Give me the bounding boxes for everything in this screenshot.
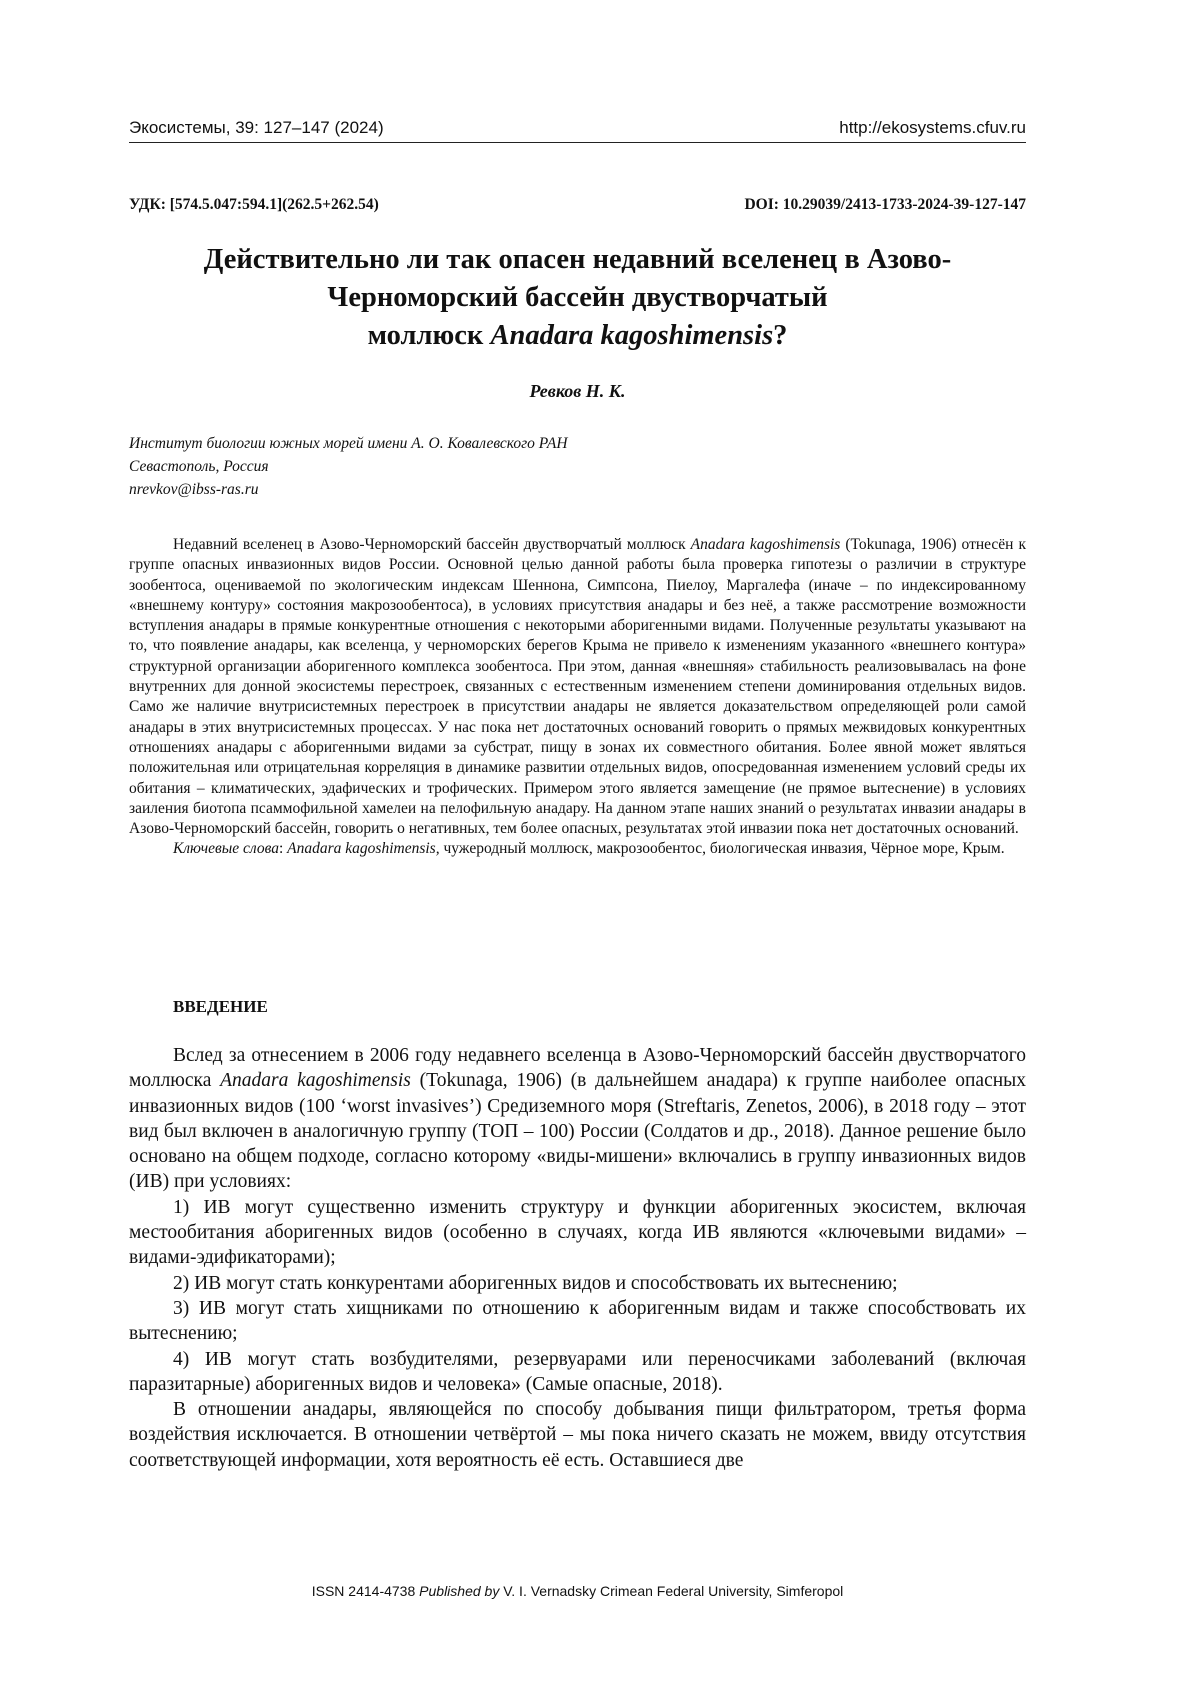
abstract-text: (Tokunaga, 1906) отнесён к группе опасных инвазионных видов России. Основной целью данной работы была проверка гипотезы о различии в структуре зообентоса, оцениваемой по экологическим индексам Шеннона, Симпсона, Пиелоу, Маргалефа (иначе – по индексированному «внешнему контуру» состояния макрозообентоса), в условиях присутствия анадары и без неё, а также рассмотрение возможности вступления анадары в прямые конкурентные отношения с некоторыми аборигенными видами. Полученные результаты указывают на то, что появление анадары, как вселенца, у черноморских берегов Крыма не привело к изменениям указанного «внешнего контура» структурной организации аборигенного комплекса зообентоса. При этом, данная «внешняя» стабильность реализовывалась на фоне внутренних для донной экосистемы перестроек, связанных с естественным изменением степени доминирования отдельных видов. Само же наличие внутрисистемных перестроек в присутствии анадары не является доказательством определяющей роли самой анадары в этих внутрисистемных процессах. У нас пока нет достаточных оснований говорить о прямых межвидовых конкурентных отношениях анадары с аборигенными видами за субстрат, пищу в зонах их совместного обитания. Более явной может являться положительная или отрицательная корреляция в динамике развитии отдельных видов, опосредованная изменением условий среды их обитания – климатических, эдафических и трофических. Примером этого является замещение (не прямое вытеснение) в условиях заиления биотопа псаммофильной хамелеи на пелофильную анадару. На данном этапе наших знаний о результатах инвазии анадары в Азово-Черноморский бассейн, говорить о негативных, тем более опасных, результатах этой инвазии пока нет достаточных оснований. (129, 536, 1027, 838)
keywords-species: Anadara kagoshimensis, (287, 840, 440, 858)
title-line-1: Действительно ли так опасен недавний вселенец в Азово- (203, 244, 952, 275)
journal-citation: Экосистемы, 39: 127–147 (2024) (129, 118, 384, 137)
keywords-label: Ключевые слова (173, 840, 279, 858)
affiliation-institute: Институт биологии южных морей имени А. О. Ковалевского РАН (129, 435, 568, 452)
body-species: Anadara kagoshimensis (220, 1070, 411, 1092)
doi[interactable]: DOI: 10.29039/2413-1733-2024-39-127-147 (744, 196, 1026, 213)
affiliation (129, 432, 1026, 501)
abstract-species: Anadara kagoshimensis (690, 536, 841, 553)
body-paragraph-2: В отношении анадары, являющейся по способу добывания пищи фильтратором, третья форма воздействия исключается. В отношении четвёртой – мы пока ничего сказать не можем, ввиду отсутствия соответствующей информации, хотя вероятность её есть. Оставшиеся две (129, 1399, 1026, 1471)
affiliation-email[interactable]: nrevkov@ibss-ras.ru (129, 481, 259, 498)
title-line-3 (129, 317, 1026, 355)
abstract-paragraph (129, 535, 1026, 839)
article-title (129, 241, 1026, 355)
running-header (129, 118, 1026, 143)
body-text (129, 1043, 1026, 1473)
title-word: моллюск (367, 320, 484, 351)
affiliation-city: Севастополь, Россия (129, 458, 269, 475)
abstract-lead: Недавний вселенец в Азово-Черноморский бассейн двустворчатый моллюск (173, 536, 686, 553)
body-text-run: Вслед за отнесением в 2006 году недавнего вселенца в Азово-Черноморский бассейн двустворчатого моллюска (129, 1045, 1026, 1092)
list-item-2: 2) ИВ могут стать конкурентами аборигенных видов и способствовать их вытеснению; (173, 1272, 898, 1294)
published-by: Published by (419, 1583, 500, 1599)
page-footer (129, 1583, 1026, 1599)
title-species: Anadara kagoshimensis (490, 320, 774, 351)
keywords: Ключевые слова: Anadara kagoshimensis, чужеродный моллюск, макрозообентос, биологическая инвазия, Чёрное море, Крым. (173, 840, 1005, 858)
section-heading: ВВЕДЕНИЕ (173, 997, 268, 1016)
title-question-mark: ? (773, 320, 788, 351)
udk-code: УДК: [574.5.047:594.1](262.5+262.54) (129, 196, 379, 213)
journal-url[interactable]: http://ekosystems.cfuv.ru (839, 118, 1026, 137)
keywords-list: чужеродный моллюск, макрозообентос, биологическая инвазия, Чёрное море, Крым. (443, 840, 1005, 858)
title-line-2: Черноморский бассейн двустворчатый (327, 282, 828, 313)
article-meta (129, 196, 1026, 214)
list-item-1: 1) ИВ могут существенно изменить структуру и функции аборигенных экосистем, включая местообитания аборигенных видов (особенно в случаях, когда ИВ являются «ключевыми видами» – видами-эдификаторами); (129, 1196, 1026, 1269)
abstract (129, 535, 1026, 860)
issn: ISSN 2414-4738 (311, 1583, 416, 1599)
author-name: Ревков Н. К. (529, 381, 626, 401)
body-text-run: (Tokunaga, 1906) (в дальнейшем анадара) к группе наиболее опасных инвазионных видов (100 ‘worst invasives’) Средиземного моря (Streftaris, Zenetos, 2006), в 2018 году – этот вид был включен в аналогичную группу (ТОП – 100) России (Солдатов и др., 2018). Данное решение было основано на общем подходе, согласно которому «виды-мишени» включались в группу инвазионных видов (ИВ) при условиях: (129, 1070, 1027, 1193)
list-item-4: 4) ИВ могут стать возбудителями, резервуарами или переносчиками заболеваний (включая паразитарные) аборигенных видов и человека» (Самые опасные, 2018). (129, 1348, 1026, 1395)
list-item-3: 3) ИВ могут стать хищниками по отношению к аборигенным видам и также способствовать их вытеснению; (129, 1297, 1026, 1345)
publisher: V. I. Vernadsky Crimean Federal University, Simferopol (503, 1583, 844, 1599)
body-paragraph-1 (129, 1043, 1026, 1195)
